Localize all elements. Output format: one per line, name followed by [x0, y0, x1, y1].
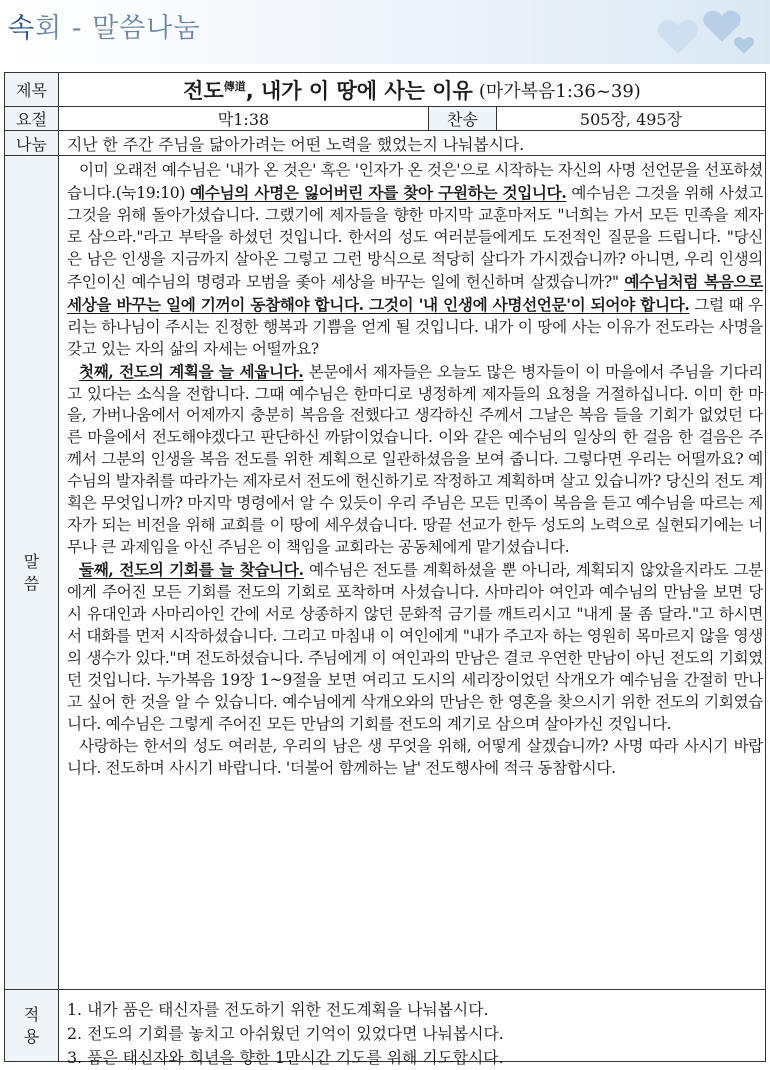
share-question: 지난 한 주간 주님을 닮아가려는 어떤 노력을 했었는지 나눠봅시다.	[67, 134, 525, 154]
application-item: 3. 품은 태신자와 희년을 향한 1만시간 기도를 위해 기도합시다.	[67, 1048, 504, 1067]
application-list	[67, 998, 763, 1070]
application-label-char-1: 적	[23, 1004, 40, 1024]
sermon-title-hanja: 傳道	[223, 79, 246, 93]
key-verse-label: 요절	[5, 107, 59, 130]
sermon-title-cell	[59, 73, 765, 106]
sermon-body	[67, 160, 763, 780]
title-label: 제목	[5, 73, 59, 106]
section-title-rest: 회 - 말씀나눔	[35, 13, 201, 44]
title-row	[5, 73, 765, 107]
text-span: 이미 오래전 예수님은 '내가 온 것은' 혹은 '인자가 온 것은'으로 시작하는 자신의 사명 선언문을 선포하셨습니다.(눅19:10)	[67, 161, 763, 202]
hymn-numbers: 505장, 495장	[579, 110, 683, 129]
sermon-label-char-2: 씀	[23, 573, 40, 593]
sermon-title	[183, 75, 473, 105]
emphasis-mission-statement: 예수님처럼 복음으로 세상을 바꾸는 일에 기꺼이 동참해야 합니다. 그것이 '내 인생에 사명선언문'이 되어야 합니다.	[67, 271, 763, 314]
sermon-label-char-1: 말	[23, 551, 40, 571]
sermon-title-rest: , 내가 이 땅에 사는 이유	[245, 78, 473, 103]
emphasis-mission: 예수님의 사명은 잃어버린 자를 찾아 구원하는 것입니다.	[190, 182, 567, 202]
sermon-paragraph-1	[67, 160, 763, 361]
point-two-heading: 둘째, 전도의 기회를 늘 찾습니다.	[79, 560, 304, 580]
point-one-heading: 첫째, 전도의 계획을 늘 세웁니다.	[79, 361, 304, 381]
bulletin-table	[4, 72, 766, 1067]
key-verse: 막1:38	[59, 107, 429, 130]
application-label-char-2: 용	[23, 1026, 40, 1046]
scripture-reference: (마가복음1:36~39)	[478, 80, 641, 102]
text-span: 예수님은 전도를 계획하셨을 뿐 아니라, 계획되지 않았을지라도 그분에게 주어진 모든 기회를 전도의 기회로 포착하며 사셨습니다. 사마리아 여인과 예수님의 만남을 보면 당시 유대인과 사마리아인 간에 서로 상종하지 않던 문화적 금기를 깨트리시고 "내게 물 좀 달라."고 하시면서 대화를 먼저 시작하셨습니다. 그리고 마침내 이 여인에게 "내가 주고자 하는 영원히 목마르지 않을 영생의 생수가 있다."며 전도하셨습니다. 주님에게 이 여인과의 만남은 결코 우연한 만남이 아닌 전도의 기회였던 것입니다. 누가복음 19장 1~9절을 보면 여리고 도시의 세리장이었던 삭개오가 예수님을 간절히 만나고 싶어 한 것을 알 수 있습니다. 예수님에게 삭개오와의 만남은 한 영혼을 찾으시기 위한 전도의 기회였습니다. 예수님은 그렇게 주어진 모든 만남의 기회를 전도의 계기로 삼으며 살아가신 것입니다.	[67, 561, 763, 733]
text-span: 본문에서 제자들은 오늘도 많은 병자들이 이 마을에서 주님을 기다리고 있다는 소식을 전합니다. 그때 예수님은 한마디로 냉정하게 제자들의 요청을 거절하십니다. 이미 한 마을, 가버나움에서 어제까지 충분히 복음을 전했다고 생각하신 주께서 그날은 복음 들을 기회가 없었던 다른 마을에서 전도해야겠다고 판단하신 까닭이었습니다. 이와 같은 예수님의 일상의 한 걸음 한 걸음은 주께서 그분의 인생을 복음 전도를 위한 계획으로 일관하셨음을 보여 줍니다. 그렇다면 우리는 어떨까요? 예수님의 발자취를 따라가는 제자로서 전도에 헌신하기로 작정하고 계획하며 살고 있습니까? 당신의 전도 계획은 무엇입니까? 마지막 명령에서 알 수 있듯이 우리 주님은 모든 민족이 복음을 듣고 예수님을 따르는 제자가 되는 비전을 위해 교회를 이 땅에 세우셨습니다. 땅끝 선교가 한두 성도의 노력으로 실현되기에는 너무나 큰 과제임을 아신 주님은 이 책임을 교회라는 공동체에게 맡기셨습니다.	[67, 362, 763, 557]
sermon-title-main: 전도	[183, 78, 224, 103]
sermon-label	[5, 156, 59, 989]
hymn-label: 찬송	[429, 107, 497, 130]
sermon-paragraph-3	[67, 559, 763, 736]
share-row	[5, 131, 765, 156]
page-header	[0, 0, 770, 64]
hearts-decoration-icon	[626, 4, 756, 64]
summary-row	[5, 107, 765, 131]
text-span: 예수님은 그것을 위해 사셨고 그것을 위해 돌아가셨습니다. 그랬기에 제자들을 향한 마지막 교훈마저도 "너희는 가서 모든 민족을 제자로 삼으라."라고 부탁을 하셨던 것입니다. 한서의 성도 여러분들에게도 도전적인 질문을 드립니다. "당신은 남은 인생을 지금까지 살아온 그렇고 그런 방식으로 적당히 살다가 가시겠습니까? 아니면, 우리 인생의 주인이신 예수님의 명령과 모범을 좇아 세상을 바꾸는 일에 헌신하며 살겠습니까?"	[67, 183, 763, 291]
section-title	[8, 6, 200, 45]
sermon-row	[5, 156, 765, 990]
section-title-accent: 속	[8, 13, 36, 44]
text-span: 그럴 때 우리는 하나님이 주시는 진정한 행복과 기쁨을 얻게 될 것입니다. 내가 이 땅에 사는 이유가 전도라는 사명을 갖고 있는 자의 삶의 자세는 어떨까요?	[67, 295, 763, 358]
sermon-paragraph-4: 사랑하는 한서의 성도 여러분, 우리의 남은 생 무엇을 위해, 어떻게 살겠습니까? 사명 따라 사시기 바랍니다. 전도하며 사시기 바랍니다. '더불어 함께하는 날' 전도행사에 적극 동참합시다.	[67, 736, 763, 777]
application-row	[5, 990, 765, 1067]
sermon-paragraph-2	[67, 361, 763, 560]
share-label: 나눔	[5, 131, 59, 155]
application-label	[5, 990, 59, 1061]
application-item: 1. 내가 품은 태신자를 전도하기 위한 전도계획을 나눠봅시다.	[67, 1000, 489, 1019]
application-item: 2. 전도의 기회를 놓치고 아쉬웠던 기억이 있었다면 나눠봅시다.	[67, 1024, 504, 1043]
